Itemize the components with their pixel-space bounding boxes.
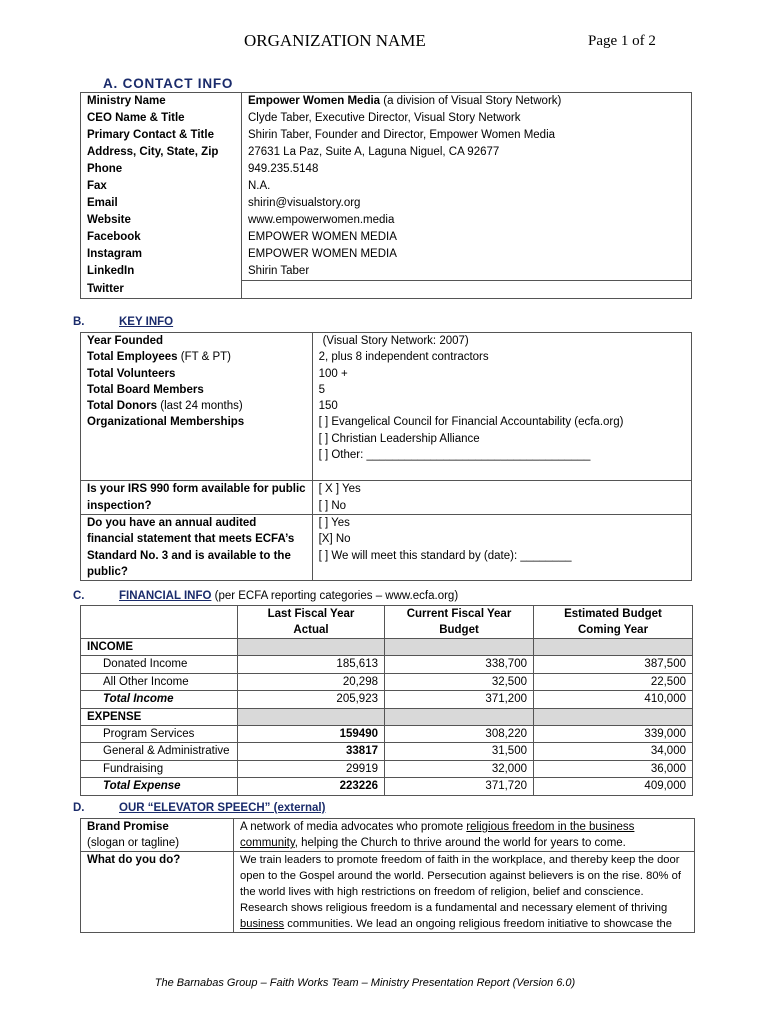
label-email: Email: [87, 197, 118, 209]
section-b-letter: B.: [73, 316, 85, 328]
header-current-fiscal: [385, 606, 534, 639]
table-row: [81, 515, 692, 581]
table-row: [81, 481, 692, 515]
audit-line-2: financial statement that meets ECFA’s: [87, 533, 295, 546]
brand-line-2b: , helping the Church to thrive around the world for years to come.: [294, 837, 626, 849]
general-current: 31,500: [385, 743, 534, 760]
financial-table: [80, 605, 693, 796]
membership-other: [ ] Other: ___________________________________: [318, 449, 591, 462]
brand-promise-sub: (slogan or tagline): [87, 837, 180, 849]
table-row: [81, 726, 693, 743]
org-suffix: (a division of Visual Story Network): [380, 95, 562, 107]
audit-line-3: Standard No. 3 and is available to the: [87, 549, 291, 562]
general-last: 33817: [238, 743, 385, 760]
value-ministry-name: [242, 93, 692, 111]
other-income-last: 20,298: [238, 673, 385, 690]
label-ceo: CEO Name & Title: [87, 112, 185, 124]
table-row: [81, 382, 692, 398]
income-label: INCOME: [81, 639, 238, 656]
program-estimated: 339,000: [534, 726, 693, 743]
other-income-estimated: 22,500: [534, 673, 693, 690]
other-income-label: All Other Income: [81, 673, 238, 690]
expense-label: EXPENSE: [81, 708, 238, 725]
header-last-fiscal: [238, 606, 385, 639]
what-line-5: [240, 916, 688, 932]
table-header-row: [81, 606, 693, 639]
total-expense-estimated: 409,000: [534, 778, 693, 795]
grey-cell: [238, 639, 385, 656]
value-total-donors: 150: [312, 398, 691, 414]
section-b-heading: KEY INFO: [119, 316, 174, 328]
label-instagram: Instagram: [87, 248, 142, 260]
table-row: [81, 691, 693, 708]
what-line-5b: communities. We lead an ongoing religious freedom initiative to showcase the: [284, 918, 672, 930]
org-name: Empower Women Media: [248, 95, 381, 107]
section-c-note: (per ECFA reporting categories – www.ecfa.org): [211, 590, 459, 602]
value-irs-990: [312, 481, 691, 515]
donors-note: (last 24 months): [157, 400, 243, 413]
value-memberships: [312, 414, 691, 481]
value-address: 27631 La Paz, Suite A, Laguna Niguel, CA 92677: [242, 144, 692, 161]
label-linkedin: LinkedIn: [87, 265, 135, 277]
contact-info-table: [80, 92, 692, 299]
label-twitter: Twitter: [87, 282, 124, 295]
label-year-founded: Year Founded: [87, 335, 164, 347]
grey-cell: [385, 708, 534, 725]
table-row: [81, 673, 693, 690]
value-audit: [312, 515, 691, 581]
section-c-heading-wrap: [119, 590, 458, 602]
table-row: [81, 852, 695, 933]
value-facebook: EMPOWER WOMEN MEDIA: [242, 229, 692, 246]
brand-line-1a: A network of media advocates who promote: [240, 821, 467, 833]
header-last-fiscal-1: Last Fiscal Year: [267, 608, 355, 620]
header-current-fiscal-2: Budget: [439, 624, 479, 636]
table-row: [81, 212, 692, 229]
table-row: [81, 778, 693, 795]
general-estimated: 34,000: [534, 743, 693, 760]
value-instagram: EMPOWER WOMEN MEDIA: [242, 246, 692, 263]
table-row: [81, 229, 692, 246]
elevator-table: [80, 818, 695, 933]
value-fax: N.A.: [242, 178, 692, 195]
table-row: [81, 639, 693, 656]
other-income-current: 32,500: [385, 673, 534, 690]
section-c-heading: FINANCIAL INFO: [119, 590, 212, 602]
what-line-4: Research shows religious freedom is a fundamental and necessary element of thriving: [240, 902, 668, 914]
header-current-fiscal-1: Current Fiscal Year: [406, 608, 512, 620]
table-row: [81, 127, 692, 144]
total-income-estimated: 410,000: [534, 691, 693, 708]
brand-promise-cell: [81, 819, 234, 852]
total-expense-last: 223226: [238, 778, 385, 795]
brand-line-1: [240, 819, 688, 835]
fundraising-current: 32,000: [385, 760, 534, 777]
table-row: [81, 161, 692, 178]
table-row: [81, 819, 695, 852]
total-income-last: 205,923: [238, 691, 385, 708]
key-info-table: [80, 332, 692, 581]
brand-line-2: [240, 835, 688, 851]
donated-last: 185,613: [238, 656, 385, 673]
label-address: Address, City, State, Zip: [87, 146, 219, 158]
donors-label: Total Donors: [87, 400, 158, 413]
table-row: [81, 708, 693, 725]
label-board-members: Total Board Members: [87, 383, 204, 396]
page-number: Page 1 of 2: [588, 33, 656, 49]
table-row: [81, 656, 693, 673]
audit-line-4: public?: [87, 565, 128, 578]
what-line-2: open to the Gospel around the world. Persecution against believers is on the rise. 80% of: [240, 870, 681, 882]
value-phone: 949.235.5148: [242, 161, 692, 178]
label-phone: Phone: [87, 163, 123, 175]
brand-line-2a: community: [240, 837, 295, 849]
table-row: [81, 195, 692, 212]
label-contact: Primary Contact & Title: [87, 129, 214, 141]
header-estimated: [534, 606, 693, 639]
grey-cell: [534, 639, 693, 656]
table-row: [81, 333, 692, 350]
irs-line-1: Is your IRS 990 form available for public: [87, 483, 306, 496]
program-label: Program Services: [81, 726, 238, 743]
page-title: ORGANIZATION NAME: [244, 31, 426, 50]
value-ceo: Clyde Taber, Executive Director, Visual Story Network: [242, 110, 692, 127]
table-row: [81, 398, 692, 414]
label-total-volunteers: Total Volunteers: [87, 367, 176, 380]
table-row: [81, 281, 692, 299]
label-fax: Fax: [87, 180, 107, 192]
donated-current: 338,700: [385, 656, 534, 673]
irs-no: [ ] No: [318, 499, 347, 512]
value-website: www.empowerwomen.media: [242, 212, 692, 229]
total-expense-label: Total Expense: [81, 778, 238, 795]
header-estimated-2: Coming Year: [577, 624, 649, 636]
table-row: [81, 366, 692, 382]
table-row: [81, 743, 693, 760]
total-income-label: Total Income: [81, 691, 238, 708]
what-line-1: We train leaders to promote freedom of faith in the workplace, and thereby keep the door: [240, 854, 680, 866]
section-d-heading: OUR “ELEVATOR SPEECH” (external): [119, 802, 326, 814]
value-year-founded: (Visual Story Network: 2007): [312, 333, 691, 350]
membership-ecfa: [ ] Evangelical Council for Financial Accountability (ecfa.org): [318, 416, 624, 429]
fundraising-last: 29919: [238, 760, 385, 777]
label-audit: [81, 515, 313, 581]
program-current: 308,220: [385, 726, 534, 743]
employees-note: (FT & PT): [177, 351, 231, 364]
section-d-letter: D.: [73, 802, 85, 814]
grey-cell: [238, 708, 385, 725]
value-total-volunteers: 100 +: [312, 366, 691, 382]
label-total-employees: [81, 349, 313, 365]
label-facebook: Facebook: [87, 231, 141, 243]
grey-cell: [385, 639, 534, 656]
section-a-heading: A. CONTACT INFO: [103, 76, 234, 91]
header-last-fiscal-2: Actual: [293, 624, 329, 636]
label-total-donors: [81, 398, 313, 414]
label-memberships: Organizational Memberships: [87, 416, 245, 429]
what-line-5a: business: [240, 918, 285, 930]
irs-yes: [ X ] Yes: [318, 483, 361, 496]
employees-label: Total Employees: [87, 351, 178, 364]
value-board-members: 5: [312, 382, 691, 398]
brand-promise-value: [234, 819, 695, 852]
label-website: Website: [87, 214, 131, 226]
value-email: shirin@visualstory.org: [242, 195, 692, 212]
program-last: 159490: [238, 726, 385, 743]
donated-estimated: 387,500: [534, 656, 693, 673]
audit-line-1: Do you have an annual audited: [87, 517, 257, 530]
donated-label: Donated Income: [81, 656, 238, 673]
what-line-3: the world lives with high restrictions on freedom of religion, belief and conscience.: [240, 886, 644, 898]
what-do-you-do-value: [234, 852, 695, 933]
header-empty: [81, 606, 238, 639]
table-row: [81, 246, 692, 263]
table-row: [81, 178, 692, 195]
label-irs-990: [81, 481, 313, 515]
label-ministry-name: Ministry Name: [87, 95, 166, 107]
total-expense-current: 371,720: [385, 778, 534, 795]
table-row: [81, 144, 692, 161]
audit-yes: [ ] Yes: [318, 517, 350, 530]
grey-cell: [534, 708, 693, 725]
irs-line-2: inspection?: [87, 499, 152, 512]
what-do-you-do-label: What do you do?: [81, 852, 234, 933]
brand-promise-label: Brand Promise: [87, 821, 169, 833]
audit-meet: [ ] We will meet this standard by (date): ________: [318, 549, 572, 562]
page-footer: The Barnabas Group – Faith Works Team – Ministry Presentation Report (Version 6.0): [154, 977, 576, 989]
value-twitter: [242, 281, 692, 299]
fundraising-label: Fundraising: [81, 760, 238, 777]
table-row: [81, 110, 692, 127]
total-income-current: 371,200: [385, 691, 534, 708]
value-linkedin: Shirin Taber: [242, 263, 692, 281]
header-estimated-1: Estimated Budget: [564, 608, 662, 620]
table-row: [81, 263, 692, 281]
section-c-letter: C.: [73, 590, 85, 602]
table-row: [81, 414, 692, 481]
value-contact: Shirin Taber, Founder and Director, Empower Women Media: [242, 127, 692, 144]
table-row: [81, 349, 692, 365]
general-label: General & Administrative: [81, 743, 238, 760]
value-total-employees: 2, plus 8 independent contractors: [312, 349, 691, 365]
membership-cla: [ ] Christian Leadership Alliance: [318, 432, 480, 445]
table-row: [81, 760, 693, 777]
brand-line-1b: religious freedom in the business: [466, 821, 635, 833]
table-row: [81, 93, 692, 111]
fundraising-estimated: 36,000: [534, 760, 693, 777]
audit-no: [X] No: [318, 533, 351, 546]
